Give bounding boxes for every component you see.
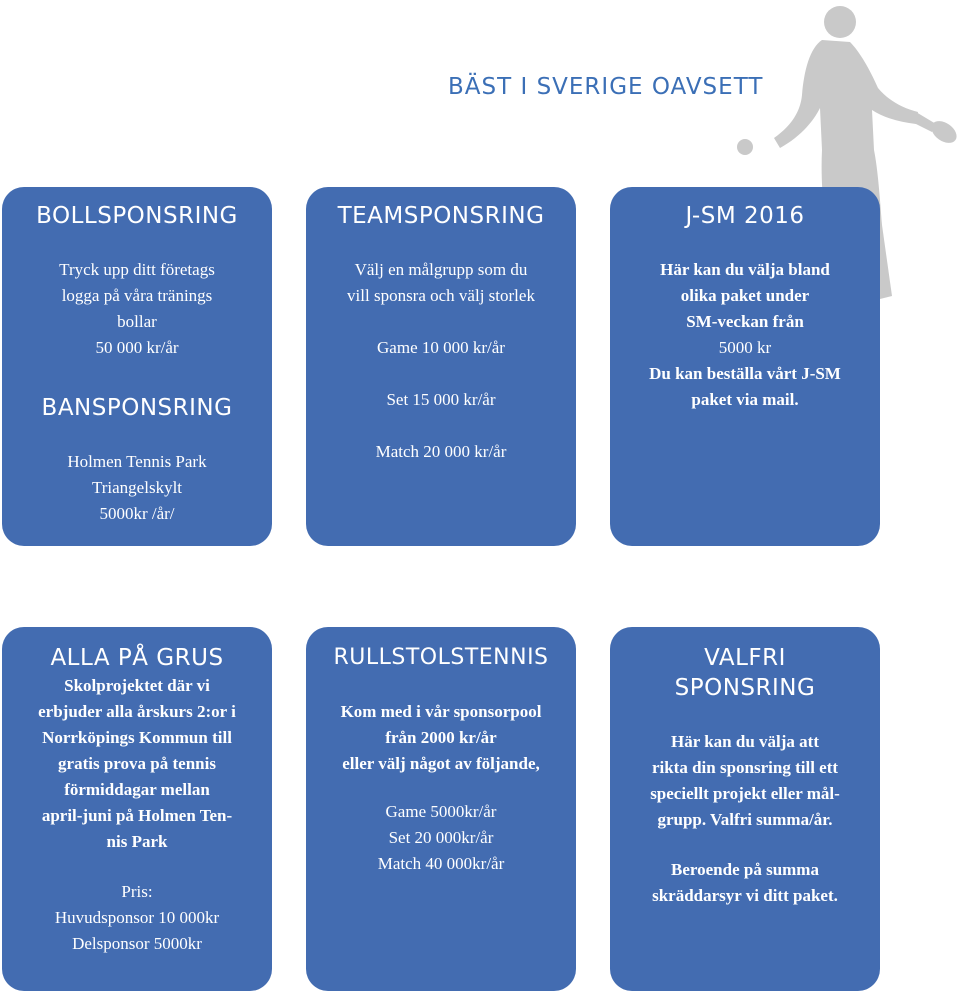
card-text-line: Tryck upp ditt företags [59, 260, 215, 279]
card-option: Set 15 000 kr/år [386, 390, 496, 409]
card-price: 5000kr /år/ [99, 504, 175, 523]
card-text-line: olika paket under [680, 286, 810, 305]
card-title: RULLSTOLSTENNIS [333, 645, 549, 670]
card-price-label: Pris: [121, 882, 153, 901]
card-text-line: nis Park [106, 832, 168, 851]
card-text-line: logga på våra tränings [61, 286, 213, 305]
card-title: J-SM 2016 [685, 203, 805, 229]
card-text-line: Kom med i vår sponsorpool [340, 702, 542, 721]
card-text-line: SM-veckan från [686, 312, 804, 331]
card-price: Delsponsor 5000kr [72, 934, 202, 953]
card-rullstolstennis [306, 627, 576, 991]
card-text-line: Du kan beställa vårt J-SM [649, 364, 841, 383]
card-title: BOLLSPONSRING [36, 203, 238, 229]
card-text-line: gratis prova på tennis [58, 754, 216, 773]
card-text-line: Norrköpings Kommun till [42, 728, 232, 747]
card-text-line: skräddarsyr vi ditt paket. [652, 886, 838, 905]
card-text-line: erbjuder alla årskurs 2:or i [38, 702, 236, 721]
card-text-line: grupp. Valfri summa/år. [657, 810, 833, 829]
card-option: Match 40 000kr/år [377, 854, 505, 873]
card-text-line: april-juni på Holmen Ten- [41, 806, 233, 825]
card-text-line: förmiddagar mellan [64, 780, 210, 799]
card-text-line: från 2000 kr/år [385, 728, 497, 747]
card-option: Game 5000kr/år [385, 802, 497, 821]
card-alla-pa-grus [2, 627, 272, 991]
card-text-line: Skolprojektet där vi [64, 676, 210, 695]
tennis-ball-icon [736, 138, 754, 156]
card-bollsponsring [2, 187, 272, 546]
card-title-secondary: BANSPONSRING [41, 395, 233, 421]
card-title: ALLA PÅ GRUS [50, 645, 224, 671]
page-headline: BÄST I SVERIGE OAVSETT [448, 74, 764, 100]
card-text-line: Här kan du välja att [671, 732, 819, 751]
card-price: 50 000 kr/år [95, 338, 179, 357]
card-text-line: rikta din sponsring till ett [651, 758, 839, 777]
card-text-line: Holmen Tennis Park [67, 452, 207, 471]
card-text-line: Här kan du välja bland [660, 260, 830, 279]
card-title: TEAMSPONSRING [337, 203, 545, 229]
card-text-line: Välj en målgrupp som du [354, 260, 528, 279]
card-option: Set 20 000kr/år [388, 828, 494, 847]
card-text-line: paket via mail. [691, 390, 799, 409]
card-text-line: Triangelskylt [91, 478, 183, 497]
card-price: Huvudsponsor 10 000kr [54, 908, 220, 927]
card-title: VALFRI [704, 645, 786, 671]
card-text-line: vill sponsra och välj storlek [347, 286, 535, 305]
card-valfri-sponsring [610, 627, 880, 991]
card-price: 5000 kr [718, 338, 772, 357]
card-option: Match 20 000 kr/år [375, 442, 507, 461]
card-text-line: Beroende på summa [671, 860, 819, 879]
card-text-line: bollar [117, 312, 157, 331]
card-jsm-2016 [610, 187, 880, 546]
card-option: Game 10 000 kr/år [377, 338, 505, 357]
card-text-line: speciellt projekt eller mål- [650, 784, 840, 803]
card-title: SPONSRING [674, 675, 816, 701]
card-teamsponsring [306, 187, 576, 546]
card-text-line: eller välj något av följande, [342, 754, 540, 773]
